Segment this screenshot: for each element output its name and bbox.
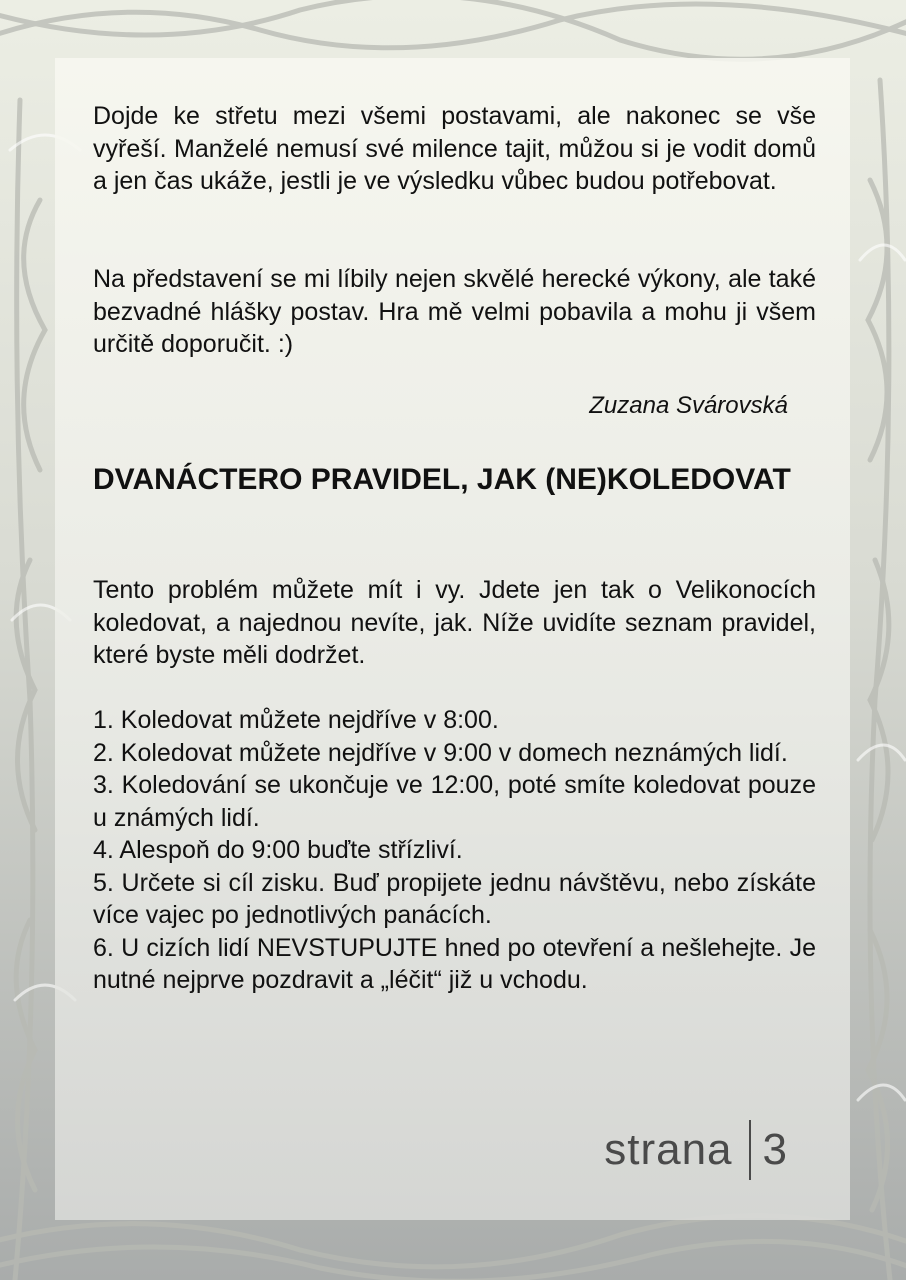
article-intro: Tento problém můžete mít i vy. Jdete jen tak o Velikonocích koledovat, a najednou nevíte, jak. Níže uvidíte seznam pravidel, které byste měli dodržet. [93,576,816,669]
review-paragraph-2: Na představení se mi líbily nejen skvělé herecké výkony, ale také bezvadné hlášky postav. Hra mě velmi pobavila a mohu ji všem určitě doporučit. :) [93,265,816,358]
author-signature: Zuzana Svárovská [589,392,788,419]
rule-item: 3. Koledování se ukončuje ve 12:00, poté smíte koledovat pouze u známých lidí. [93,771,816,832]
rule-item: 2. Koledovat můžete nejdříve v 9:00 v domech neznámých lidí. [93,738,788,767]
page-label: strana [604,1125,733,1174]
page-number: 3 [762,1125,788,1174]
rule-item: 4. Alespoň do 9:00 buďte střízliví. [93,836,463,864]
rule-item: 5. Určete si cíl zisku. Buď propijete jednu návštěvu, nebo získáte více vajec po jednotlivých panácích. [93,868,816,929]
rule-item: 1. Koledovat můžete nejdříve v 8:00. [93,706,499,734]
rule-item: 6. U cizích lidí NEVSTUPUJTE hned po otevření a nešlehejte. Je nutné nejprve pozdravit a „léčit“ již u vchodu. [93,933,816,994]
page-footer [604,1120,788,1180]
rules-list [93,704,816,997]
review-paragraph-1: Dojde ke střetu mezi všemi postavami, ale nakonec se vše vyřeší. Manželé nemusí své milence tajit, můžou si je vodit domů a jen čas ukáže, jestli je ve výsledku vůbec budou potřebovat. [93,102,816,195]
article-heading: DVANÁCTERO PRAVIDEL, JAK (NE)KOLEDOVAT [93,463,791,496]
footer-separator [749,1120,751,1180]
